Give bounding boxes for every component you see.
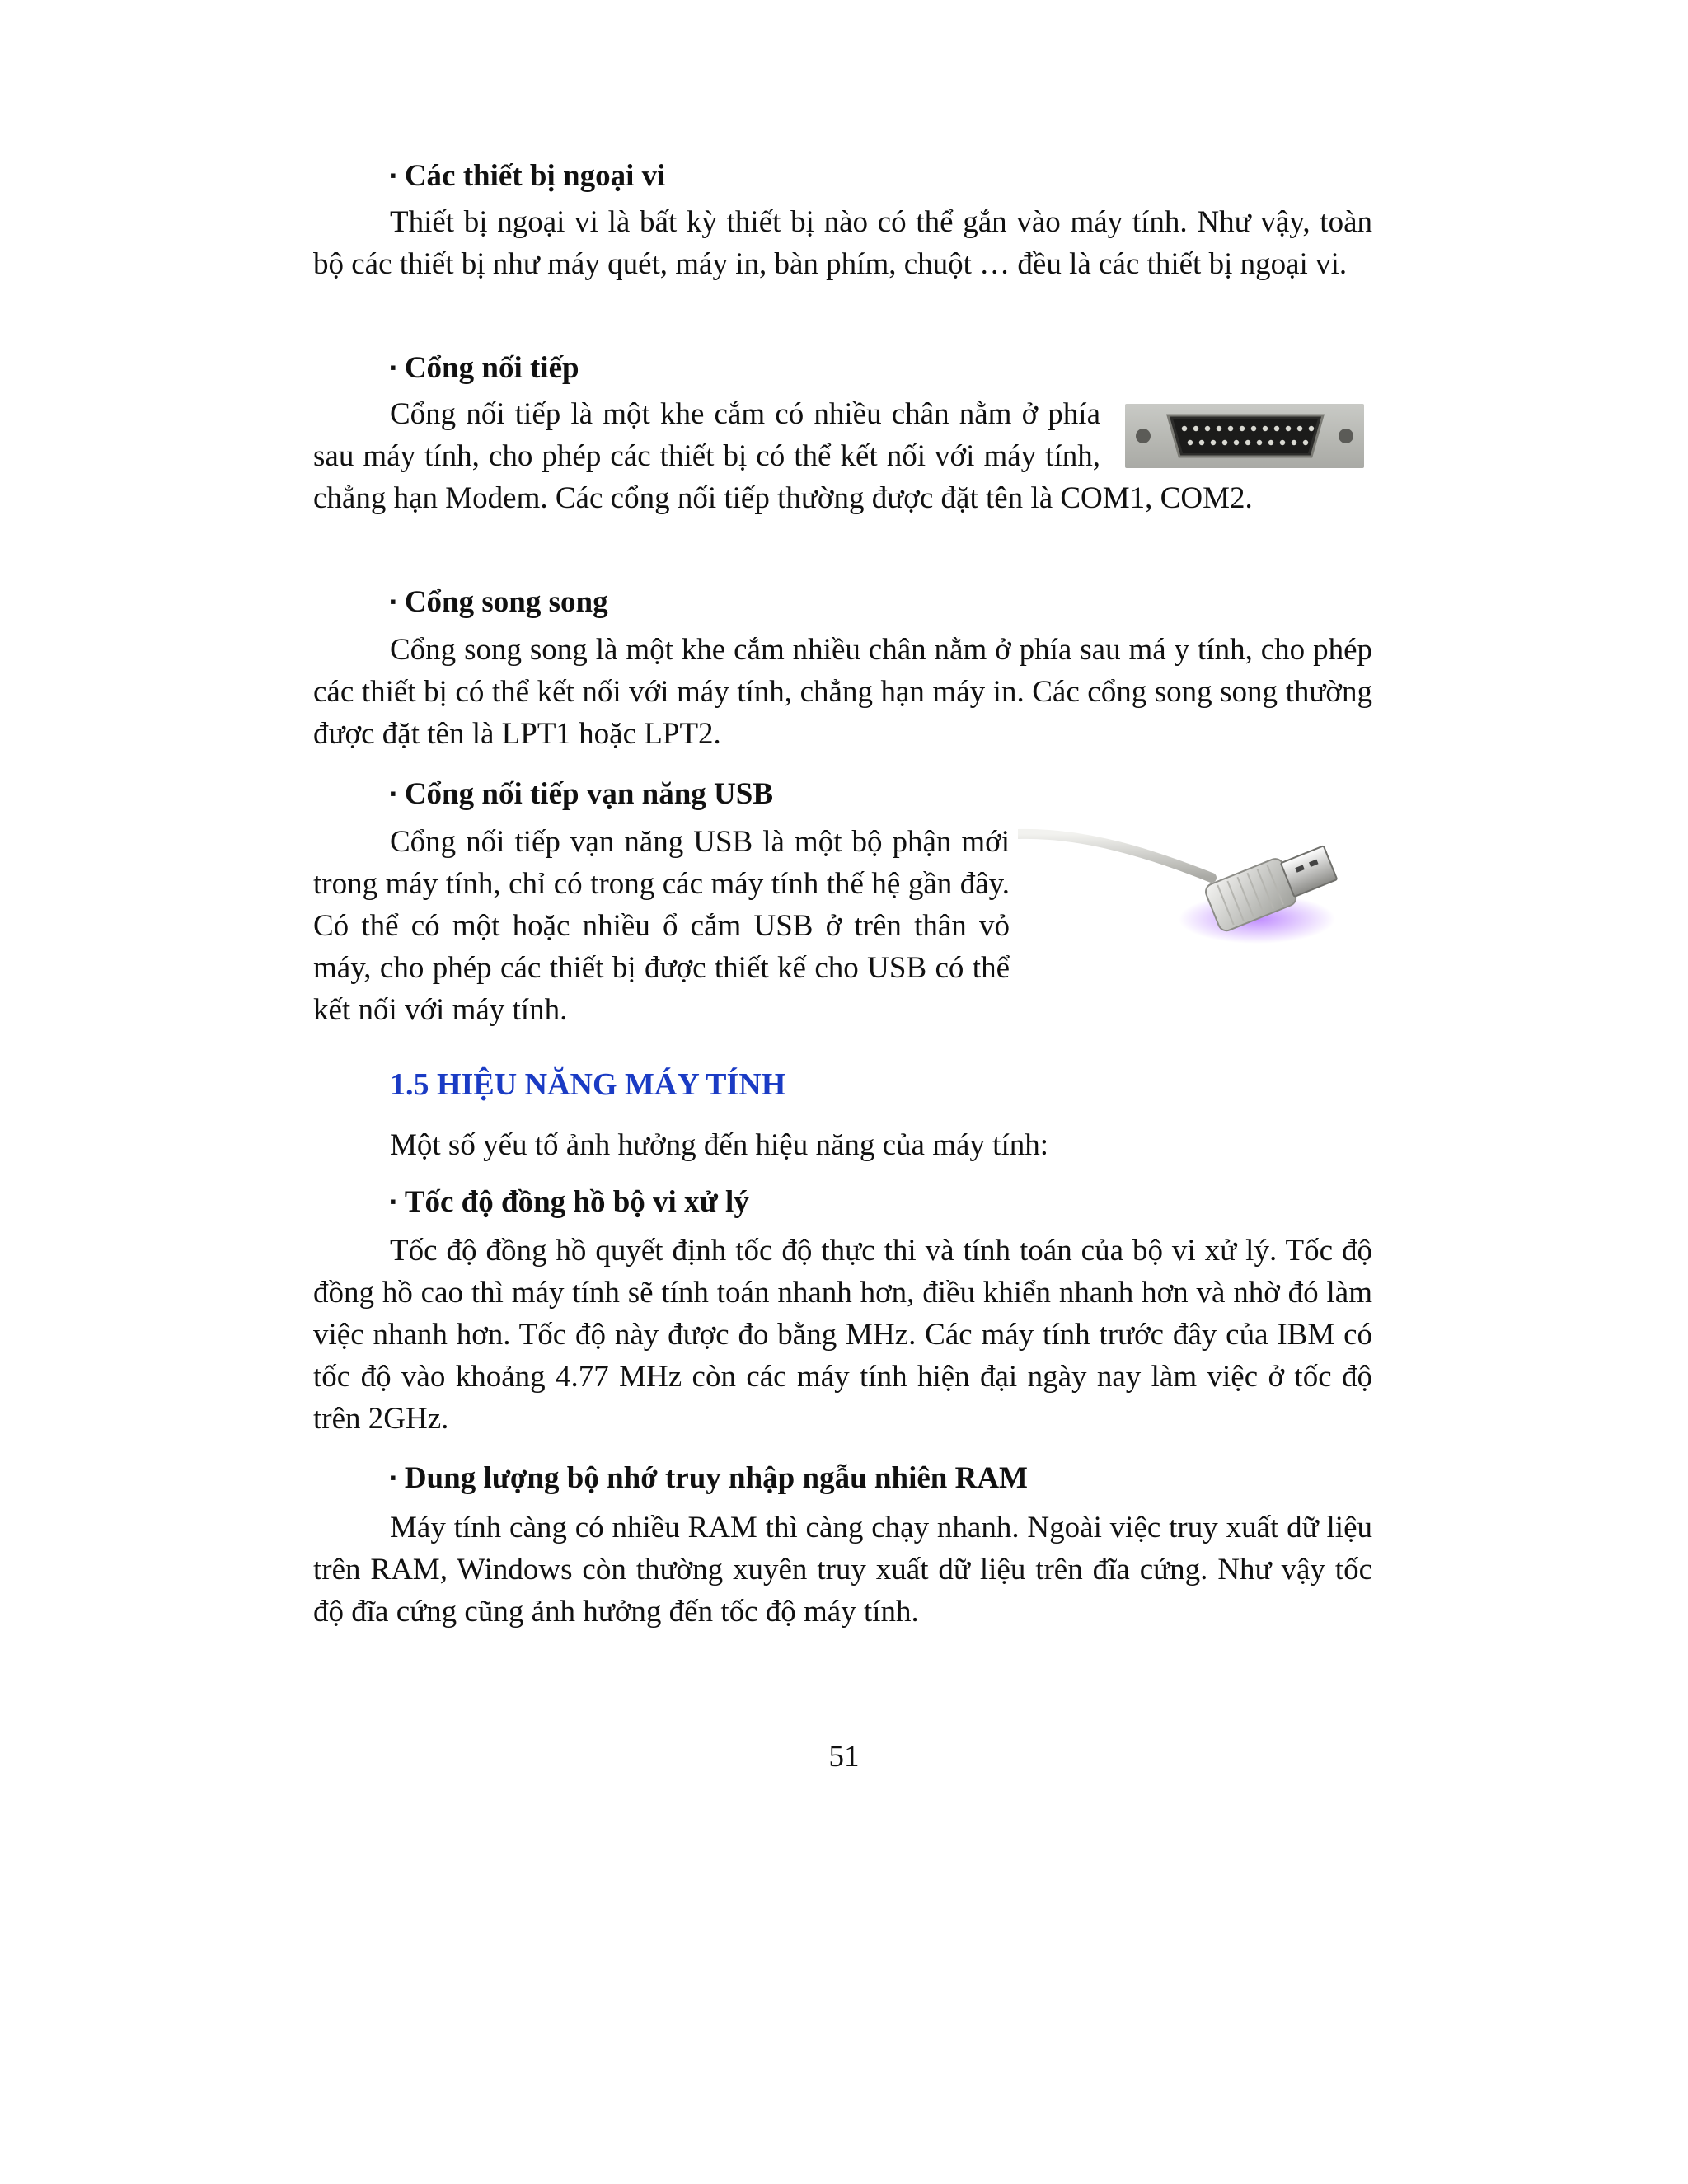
paragraph-peripherals [313,201,1372,285]
image-spacer [1010,821,1372,1027]
paragraph-text: Thiết bị ngoại vi là bất kỳ thiết bị nào có thể gắn vào máy tính. Như vậy, toàn bộ các thiết bị như máy quét, máy in, bàn phím, chuột … đều là các thiết bị ngoại vi. [313,205,1372,281]
paragraph-clock-speed [313,1230,1372,1440]
heading-text: Cổng song song [404,585,608,619]
heading-parallel [390,583,608,621]
bullet-icon: ▪ [390,1467,396,1488]
heading-text: Tốc độ đồng hồ bộ vi xử lý [404,1185,749,1219]
bullet-icon: ▪ [390,591,396,612]
paragraph-text: Cổng song song là một khe cắm nhiều chân nằm ở phía sau má y tính, cho phép các thiết bị có thể kết nối với máy tính, chẳng hạn máy in. Các cổng song song thường được đặt tên là LPT1 hoặc LPT2. [313,633,1372,751]
heading-usb [390,775,773,813]
heading-ram [390,1459,1028,1497]
paragraph-text: Tốc độ đồng hồ quyết định tốc độ thực thi và tính toán của bộ vi xử lý. Tốc độ đồng hồ cao thì máy tính sẽ tính toán nhanh hơn, điều khiển nhanh hơn và nhờ đó làm việc nhanh hơn. Tốc độ này được đo bằng MHz. Các máy tính trước đây của IBM có tốc độ vào khoảng 4.77 MHz còn các máy tính hiện đại ngày nay làm việc ở tốc độ trên 2GHz. [313,1234,1372,1436]
paragraph-parallel [313,629,1372,755]
heading-text: Cổng nối tiếp vạn năng USB [404,777,774,811]
paragraph-usb [313,821,1372,1031]
paragraph-ram [313,1507,1372,1633]
section-title: 1.5 HIỆU NĂNG MÁY TÍNH [390,1067,786,1102]
paragraph-content: Cổng nối tiếp là một khe cắm có nhiều chân nằm ở phía sau máy tính, cho phép các thiết bị có thể kết nối với máy tính, chẳng hạn Modem. Các cổng nối tiếp thường được đặt tên là COM1, COM2. [313,397,1253,515]
page-number: 51 [828,1740,860,1774]
bullet-icon: ▪ [390,1191,396,1212]
heading-text: Cổng nối tiếp [404,351,579,385]
paragraph-text [313,821,1372,1031]
heading-clock-speed [390,1183,749,1221]
paragraph-text [313,393,1372,519]
intro-text: Một số yếu tố ảnh hưởng đến hiệu năng của máy tính: [390,1128,1049,1162]
paragraph-serial [313,393,1372,519]
heading-serial [390,349,579,387]
heading-text: Dung lượng bộ nhớ truy nhập ngẫu nhiên RAM [404,1461,1028,1495]
heading-peripherals [390,157,665,195]
bullet-icon: ▪ [390,357,396,377]
paragraph-text: Máy tính càng có nhiều RAM thì càng chạy nhanh. Ngoài việc truy xuất dữ liệu trên RAM, Windows còn thường xuyên truy xuất dữ liệu trên đĩa cứng. Như vậy tốc độ đĩa cứng cũng ảnh hưởng đến tốc độ máy tính. [313,1511,1372,1629]
bullet-icon: ▪ [390,783,396,804]
image-spacer [1100,393,1372,477]
paragraph-content: Cổng nối tiếp vạn năng USB là một bộ phận mới trong máy tính, chỉ có trong các máy tính thế hệ gần đây. Có thể có một hoặc nhiều ổ cắm USB ở trên thân vỏ máy, cho phép các thiết bị được thiết kế cho USB có thể kết nối với máy tính. [313,825,1010,1027]
heading-text: Các thiết bị ngoại vi [404,159,666,193]
bullet-icon: ▪ [390,165,396,185]
